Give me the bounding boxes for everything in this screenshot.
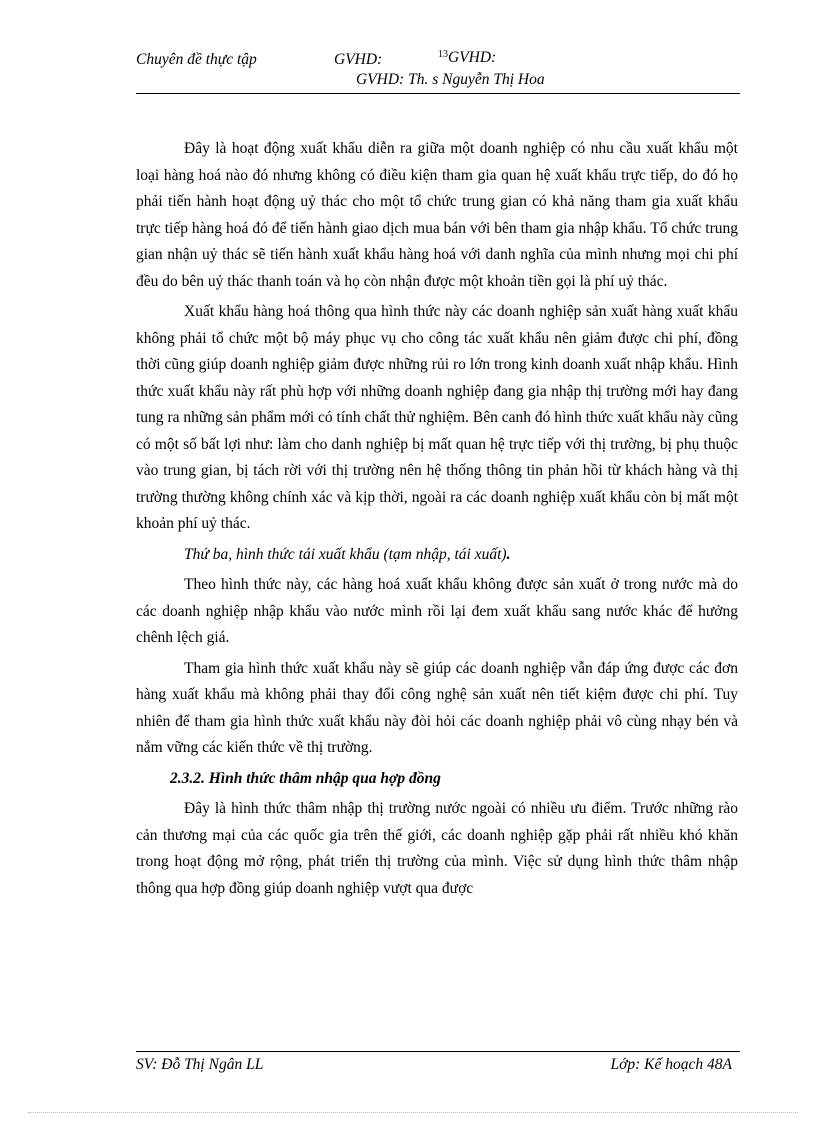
header-page-number-group <box>438 49 496 67</box>
header-course-title: Chuyên đề thực tập <box>136 51 257 68</box>
paragraph-entrusted-export: Đây là hoạt động xuất khẩu diễn ra giữa một doanh nghiệp có nhu cầu xuất khẩu một loại hàng hoá nào đó nhưng không có điều kiện tham gia quan hệ xuất khẩu trực tiếp, do đó họ phải tiến hành hoạt động uỷ thác cho một tổ chức trung gian có khả năng tham gia xuất khẩu trực tiếp hàng hoá đó để tiến hành giao dịch mua bán với bên tham gia nhập khẩu. Tổ chức trung gian nhận uỷ thác sẽ tiến hành xuất khẩu hàng hoá với danh nghĩa của mình nhưng mọi chi phí đều do bên uỷ thác thanh toán và họ còn nhận được một khoản tiền gọi là phí uỷ thác. <box>136 140 738 290</box>
paragraph-entrusted-export-evaluation: Xuất khẩu hàng hoá thông qua hình thức này các doanh nghiệp sản xuất hàng xuất khẩu không phải tổ chức một bộ máy phục vụ cho công tác xuất khẩu nên giảm được chi phí, đồng thời cũng giúp doanh nghiệp giảm được những rủi ro lớn trong kinh doanh xuất nhập khẩu. Hình thức xuất khẩu này rất phù hợp với những doanh nghiệp đang gia nhập thị trường mới hay đang tung ra những sản phẩm mới có tính chất thử nghiệm. Bên canh đó hình thức xuất khẩu này cũng có một số bất lợi như: làm cho danh nghiệp bị mất quan hệ trực tiếp với thị trường, bị phụ thuộc vào trung gian, bị tách rời với thị trường nên hệ thống thông tin phản hồi từ khách hàng và thị trường thường không chính xác và kịp thời, ngoài ra các doanh nghiệp xuất khẩu còn bị mất một khoản phí uỷ thác. <box>136 303 738 532</box>
document-body <box>136 136 738 906</box>
header-supervisor: GVHD: Th. s Nguyễn Thị Hoa <box>356 71 545 88</box>
paragraph-re-export-definition: Theo hình thức này, các hàng hoá xuất khẩu không được sản xuất ở trong nước mà do các doanh nghiệp nhập khẩu vào nước mình rồi lại đem xuất khẩu sang nước khác để hưởng chênh lệch giá. <box>136 576 738 646</box>
section-heading-contract-entry: 2.3.2. Hình thức thâm nhập qua hợp đồng <box>170 769 441 787</box>
page-footer <box>136 1051 740 1082</box>
paragraph-re-export-evaluation: Tham gia hình thức xuất khẩu này sẽ giúp các doanh nghiệp vẫn đáp ứng được các đơn hàng xuất khẩu mà không phải thay đổi công nghệ sản xuất nên tiết kiệm được chi phí. Tuy nhiên để tham gia hình thức xuất khẩu này đòi hỏi các doanh nghiệp phải vô cùng nhạy bén và nắm vững các kiến thức về thị trường. <box>136 659 738 756</box>
page-number: 13 <box>438 49 448 60</box>
paragraph-contract-entry: Đây là hình thức thâm nhập thị trường nước ngoài có nhiều ưu điểm. Trước những rào cản thương mại của các quốc gia trên thế giới, các doanh nghiệp gặp phải rất nhiều khó khăn trong hoạt động mở rộng, phát triển thị trường của mình. Việc sử dụng hình thức thâm nhập thông qua hợp đồng giúp doanh nghiệp vượt qua được <box>136 800 738 897</box>
subheading-re-export-text: Thứ ba, hình thức tái xuất khẩu (tạm nhập, tái xuất) <box>184 545 507 563</box>
page-header <box>136 47 740 94</box>
footer-class: Lớp: Kế hoạch 48A <box>610 1056 732 1073</box>
subheading-period: . <box>506 545 511 563</box>
page-bottom-dotted-border <box>28 1112 798 1113</box>
footer-student: SV: Đỗ Thị Ngân LL <box>136 1056 264 1073</box>
subheading-re-export <box>136 542 738 569</box>
header-gvhd-label-2: GVHD: <box>448 49 497 66</box>
header-gvhd-label: GVHD: <box>334 51 383 68</box>
